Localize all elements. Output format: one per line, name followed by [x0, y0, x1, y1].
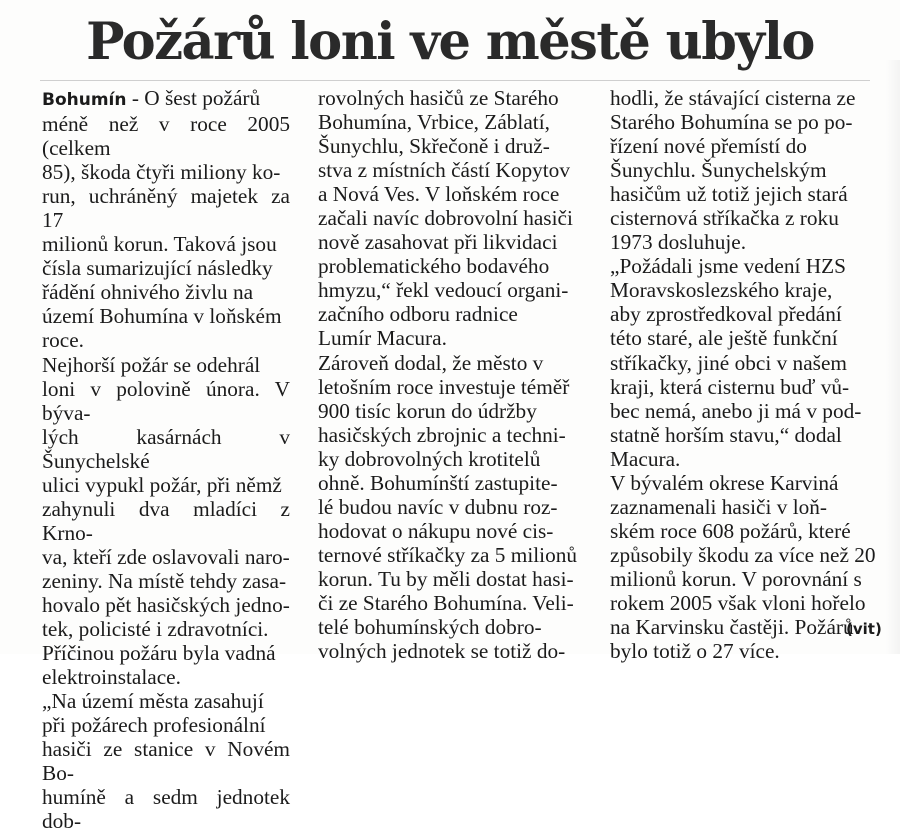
paragraph: „Na území města zasahují při požárech profesionální hasiči ze stanice v Novém Bo- humíně a sedm jednotek dob-: [42, 689, 290, 833]
paragraph: Nejhorší požár se odehrál loni v polovině února. V býva- lých kasárnách v Šunychelské ulici vypukl požár, při němž zahynuli dva mladíci z Krno- va, kteří zde oslavovali naro- zeniny. Na místě tehdy zasa- hovalo pět hasičských jedno- tek, policisté i zdravotníci. Příčinou požáru byla vadná elektroinstalace.: [42, 352, 290, 690]
article-column-1: [42, 86, 290, 833]
article-headline: Požárů loni ve městě ubylo: [86, 12, 814, 72]
dateline: Bohumín: [42, 90, 127, 110]
paragraph: hodli, že stávající cisterna ze Starého Bohumína se po po- řízení nové přemístí do Šunychlu. Šunychelským hasičům už totiž jejich stará cisternová stříkačka z roku 1973 dosluhuje.: [610, 86, 856, 255]
article-column-2: [318, 86, 586, 663]
paragraph: V bývalém okrese Karviná zaznamenali hasiči v loň- ském roce 608 požárů, které způsobily škodu za více než 20 milionů korun. V porovnání s rokem 2005 však vloni hořelo na Karvinsku častěji. Požárů bylo totiž o 27 více.: [610, 470, 876, 664]
paragraph-lead: [42, 86, 290, 353]
headline-divider: [40, 80, 870, 81]
paper-edge: [886, 60, 900, 654]
article-column-3: [610, 86, 882, 663]
paragraph: rovolných hasičů ze Starého Bohumína, Vrbice, Záblatí, Šunychlu, Skřečoně i druž- stva z místních částí Kopytov a Nová Ves. V loňském roce začali navíc dobrovolní hasiči nově zasahovat při likvidaci problematického bodavého hmyzu,“ řekl vedoucí organi- začního odboru radnice Lumír Macura.: [318, 86, 573, 351]
paragraph: „Požádali jsme vedení HZS Moravskoslezského kraje, aby zprostředkoval předání této staré, ale ještě funkční stříkačky, jiné obci v našem kraji, která cisternu buď vů- bec nemá, anebo ji má v pod- statně horším stavu,“ dodal Macura.: [610, 254, 862, 471]
paragraph: Zároveň dodal, že město v letošním roce investuje téměř 900 tisíc korun do údržby hasičských zbrojnic a techni- ky dobrovolných krotitelů ohně. Bohumínští zastupite- lé budou navíc v dubnu roz- hodovat o nákupu nové cis- ternové stříkačky za 5 milionů korun. Tu by měli dostat hasi- či ze Starého Bohumína. Veli- telé bohumínských dobro- volných jednotek se totiž do-: [318, 350, 578, 664]
paragraph-lead-text: - O šest požárů méně než v roce 2005 (celkem 85), škoda čtyři miliony ko- run, uchráněný majetek za 17 milionů korun. Taková jsou čísla sumarizující následky řádění ohnivého živlu na území Bohumína v loňském roce.: [42, 86, 290, 353]
author-byline: (vit): [846, 620, 882, 638]
